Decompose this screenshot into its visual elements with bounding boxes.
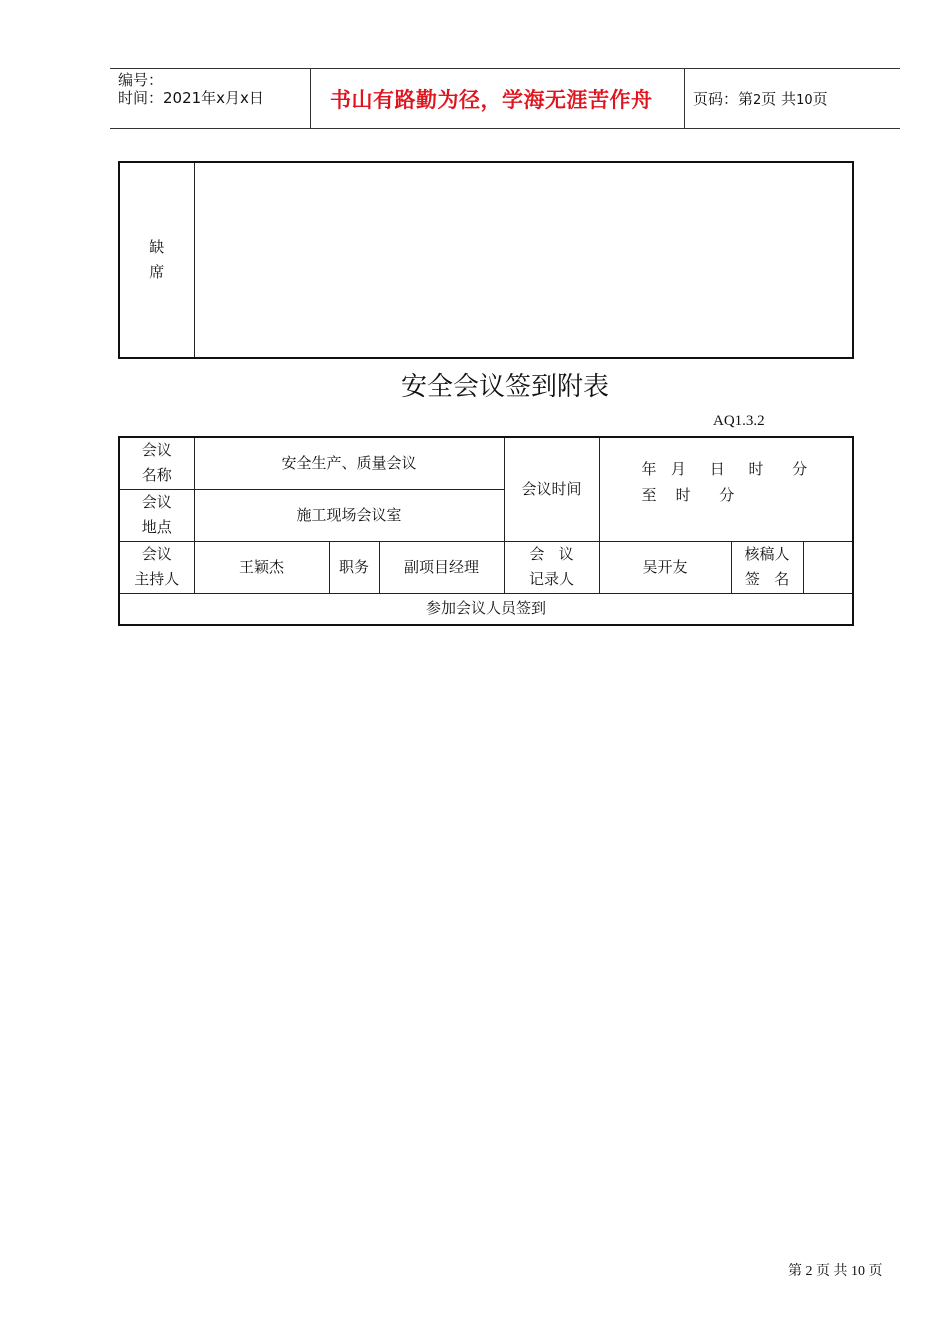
form-title: 安全会议签到附表 [400, 372, 609, 402]
meeting-time-line2: 至 时 分 [641, 486, 735, 505]
reviewer-label-line1: 核稿人 [744, 545, 790, 563]
meeting-name-label [119, 437, 194, 489]
recorder-value: 吴开友 [599, 541, 731, 593]
header-divider-right [684, 68, 685, 129]
meeting-time-line1: 年 月 日 时 分 [641, 460, 808, 479]
page-prefix: 页码：第 [693, 90, 754, 108]
meeting-name-label-line1: 会议 [141, 441, 172, 460]
position-label: 职务 [329, 541, 379, 593]
reviewer-label [731, 541, 803, 593]
header-top-rule [110, 68, 900, 69]
position-value: 副项目经理 [379, 541, 504, 593]
reviewer-label-line2: 签 名 [744, 570, 790, 588]
signin-table [118, 436, 854, 626]
header-divider-left [310, 68, 311, 129]
page-current: 2 [753, 93, 762, 108]
page-total: 10 [796, 93, 813, 108]
meeting-time-label: 会议时间 [504, 437, 599, 541]
recorder-label-line2: 记录人 [529, 570, 575, 588]
meeting-time-value [599, 437, 853, 541]
host-label [119, 541, 194, 593]
document-date: 时间：2021年x月x日 [118, 89, 264, 107]
page-suffix: 页 [812, 90, 828, 108]
recorder-label-line1: 会 议 [529, 545, 574, 563]
absence-content-cell [194, 162, 853, 358]
location-label-line2: 地点 [141, 518, 172, 536]
header-bottom-rule [110, 128, 900, 129]
location-value: 施工现场会议室 [194, 489, 504, 541]
absence-label-line1: 缺 [149, 238, 165, 256]
reviewer-signature-cell [803, 541, 853, 593]
page-mid: 页 共 [761, 90, 797, 108]
page-footer: 第 2 页 共 10 页 [788, 1264, 883, 1279]
form-code: AQ1.3.2 [713, 413, 765, 429]
recorder-label [504, 541, 599, 593]
host-value: 王颖杰 [194, 541, 329, 593]
meeting-name-label-line2: 名称 [141, 466, 172, 485]
meeting-name-value: 安全生产、质量会议 [194, 437, 504, 489]
absence-label-line2: 席 [149, 263, 165, 281]
header-page-info [693, 88, 828, 109]
host-label-line1: 会议 [141, 545, 172, 563]
location-label [119, 489, 194, 541]
location-label-line1: 会议 [141, 493, 172, 511]
absence-label-cell [119, 162, 194, 358]
header-motto: 书山有路勤为径，学海无涯苦作舟 [330, 88, 653, 112]
document-number-label: 编号： [118, 71, 164, 89]
attendees-header: 参加会议人员签到 [119, 593, 853, 625]
absence-table [118, 161, 854, 359]
host-label-line2: 主持人 [134, 570, 180, 588]
